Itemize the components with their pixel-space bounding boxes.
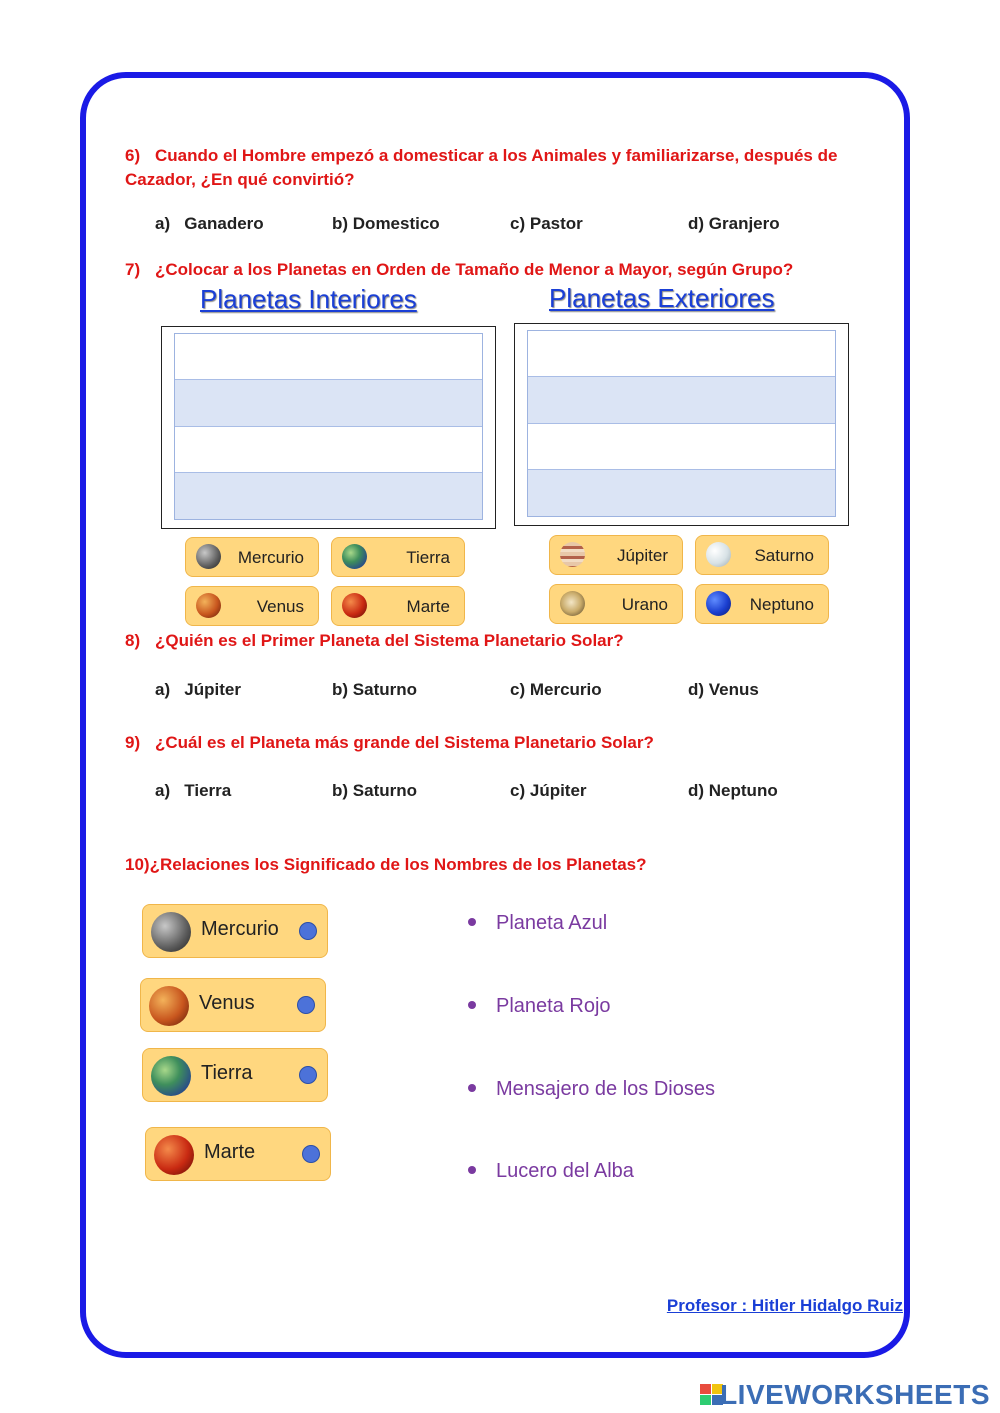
bullet-icon xyxy=(468,1084,476,1092)
option-prefix: a) xyxy=(155,781,171,800)
bullet-icon xyxy=(468,1166,476,1174)
question-9 xyxy=(125,733,654,753)
match-chip-label: Mercurio xyxy=(201,918,279,940)
chip-label: Saturno xyxy=(754,546,814,565)
option-prefix: b) xyxy=(332,680,349,699)
match-chip-label: Tierra xyxy=(201,1062,253,1084)
chip-venus[interactable] xyxy=(185,586,319,626)
option-c[interactable] xyxy=(510,781,587,801)
option-prefix: d) xyxy=(688,214,705,233)
option-label: Tierra xyxy=(184,781,232,800)
question-text: ¿Relaciones los Significado de los Nombres de los Planetas? xyxy=(149,855,647,874)
meaning-label: Mensajero de los Dioses xyxy=(496,1078,715,1100)
question-6 xyxy=(125,144,885,192)
chip-saturno[interactable] xyxy=(695,535,829,575)
drop-slot[interactable] xyxy=(528,470,835,516)
connector-dot[interactable] xyxy=(299,1066,317,1084)
interior-planets-heading: Planetas Interiores xyxy=(200,284,417,314)
chip-mercurio[interactable] xyxy=(185,537,319,577)
mercury-icon xyxy=(151,912,191,952)
option-prefix: a) xyxy=(155,214,171,233)
meaning-label: Planeta Rojo xyxy=(496,995,611,1017)
option-label: Mercurio xyxy=(529,680,602,699)
drop-slot[interactable] xyxy=(175,473,482,519)
interior-drop-box xyxy=(161,326,496,529)
exterior-drop-box xyxy=(514,323,849,526)
question-number: 10) xyxy=(125,855,150,874)
meaning-item[interactable] xyxy=(468,995,611,1018)
question-number: 8) xyxy=(125,631,141,650)
option-prefix: b) xyxy=(332,781,349,800)
option-label: Júpiter xyxy=(184,680,241,699)
question-number: 6) xyxy=(125,146,141,165)
jupiter-icon xyxy=(560,542,585,567)
option-d[interactable] xyxy=(688,680,759,700)
option-prefix: c) xyxy=(510,680,526,699)
chip-urano[interactable] xyxy=(549,584,683,624)
option-d[interactable] xyxy=(688,781,778,801)
drop-slot[interactable] xyxy=(528,424,835,470)
option-a[interactable] xyxy=(155,680,241,700)
option-d[interactable] xyxy=(688,214,780,234)
uranus-icon xyxy=(560,591,585,616)
meaning-item[interactable] xyxy=(468,912,607,935)
option-b[interactable] xyxy=(332,680,417,700)
meaning-label: Lucero del Alba xyxy=(496,1160,634,1182)
chip-label: Marte xyxy=(406,597,450,616)
earth-icon xyxy=(342,544,367,569)
question-7 xyxy=(125,260,793,280)
bullet-icon xyxy=(468,918,476,926)
brand-name[interactable]: LIVEWORKSHEETS xyxy=(720,1379,990,1410)
question-text: ¿Quién es el Primer Planeta del Sistema Planetario Solar? xyxy=(155,631,624,650)
meaning-item[interactable] xyxy=(468,1078,715,1101)
option-prefix: b) xyxy=(332,214,349,233)
exterior-slots xyxy=(527,330,836,517)
exterior-planets-heading: Planetas Exteriores xyxy=(549,283,775,313)
option-label: Júpiter xyxy=(529,781,587,800)
question-text: ¿Cuál es el Planeta más grande del Sistema Planetario Solar? xyxy=(155,733,654,752)
chip-label: Tierra xyxy=(406,548,450,567)
option-label: Saturno xyxy=(352,680,418,699)
bullet-icon xyxy=(468,1001,476,1009)
option-label: Venus xyxy=(708,680,759,699)
venus-icon xyxy=(196,593,221,618)
match-chip-venus[interactable] xyxy=(140,978,326,1032)
question-8 xyxy=(125,631,624,651)
option-a[interactable] xyxy=(155,781,231,801)
connector-dot[interactable] xyxy=(297,996,315,1014)
earth-icon xyxy=(151,1056,191,1096)
venus-icon xyxy=(149,986,189,1026)
match-chip-label: Venus xyxy=(199,992,255,1014)
chip-marte[interactable] xyxy=(331,586,465,626)
question-number: 9) xyxy=(125,733,141,752)
option-label: Neptuno xyxy=(708,781,778,800)
saturn-icon xyxy=(706,542,731,567)
option-prefix: c) xyxy=(510,781,526,800)
match-chip-marte[interactable] xyxy=(145,1127,331,1181)
option-b[interactable] xyxy=(332,781,417,801)
drop-slot[interactable] xyxy=(175,334,482,380)
meaning-label: Planeta Azul xyxy=(496,912,608,934)
chip-tierra[interactable] xyxy=(331,537,465,577)
drop-slot[interactable] xyxy=(528,377,835,423)
option-c[interactable] xyxy=(510,680,602,700)
question-text: Cuando el Hombre empezó a domesticar a los Animales y familiarizarse, después de Cazador, ¿En qué convirtió? xyxy=(125,146,838,189)
mars-icon xyxy=(154,1135,194,1175)
drop-slot[interactable] xyxy=(175,427,482,473)
option-label: Pastor xyxy=(529,214,583,233)
match-chip-label: Marte xyxy=(204,1141,256,1163)
option-label: Ganadero xyxy=(184,214,264,233)
mercury-icon xyxy=(196,544,221,569)
drop-slot[interactable] xyxy=(528,331,835,377)
question-text: ¿Colocar a los Planetas en Orden de Tamaño de Menor a Mayor, según Grupo? xyxy=(155,260,794,279)
chip-label: Júpiter xyxy=(616,546,668,565)
connector-dot[interactable] xyxy=(302,1145,320,1163)
chip-neptuno[interactable] xyxy=(695,584,829,624)
interior-slots xyxy=(174,333,483,520)
match-chip-mercurio[interactable] xyxy=(142,904,328,958)
option-label: Saturno xyxy=(352,781,418,800)
question-10 xyxy=(125,855,647,875)
connector-dot[interactable] xyxy=(299,922,317,940)
option-a[interactable] xyxy=(155,214,264,234)
chip-jupiter[interactable] xyxy=(549,535,683,575)
author-link[interactable]: Profesor : Hitler Hidalgo Ruiz xyxy=(666,1296,903,1315)
chip-label: Urano xyxy=(621,595,668,614)
option-c[interactable] xyxy=(510,214,583,234)
chip-label: Venus xyxy=(256,597,304,616)
drop-slot[interactable] xyxy=(175,380,482,426)
option-prefix: d) xyxy=(688,781,705,800)
meaning-item[interactable] xyxy=(468,1160,634,1183)
option-label: Domestico xyxy=(352,214,440,233)
option-prefix: a) xyxy=(155,680,171,699)
chip-label: Mercurio xyxy=(237,548,304,567)
match-chip-tierra[interactable] xyxy=(142,1048,328,1102)
option-prefix: c) xyxy=(510,214,526,233)
question-number: 7) xyxy=(125,260,141,279)
option-b[interactable] xyxy=(332,214,440,234)
option-label: Granjero xyxy=(708,214,780,233)
chip-label: Neptuno xyxy=(749,595,814,614)
option-prefix: d) xyxy=(688,680,705,699)
neptune-icon xyxy=(706,591,731,616)
mars-icon xyxy=(342,593,367,618)
